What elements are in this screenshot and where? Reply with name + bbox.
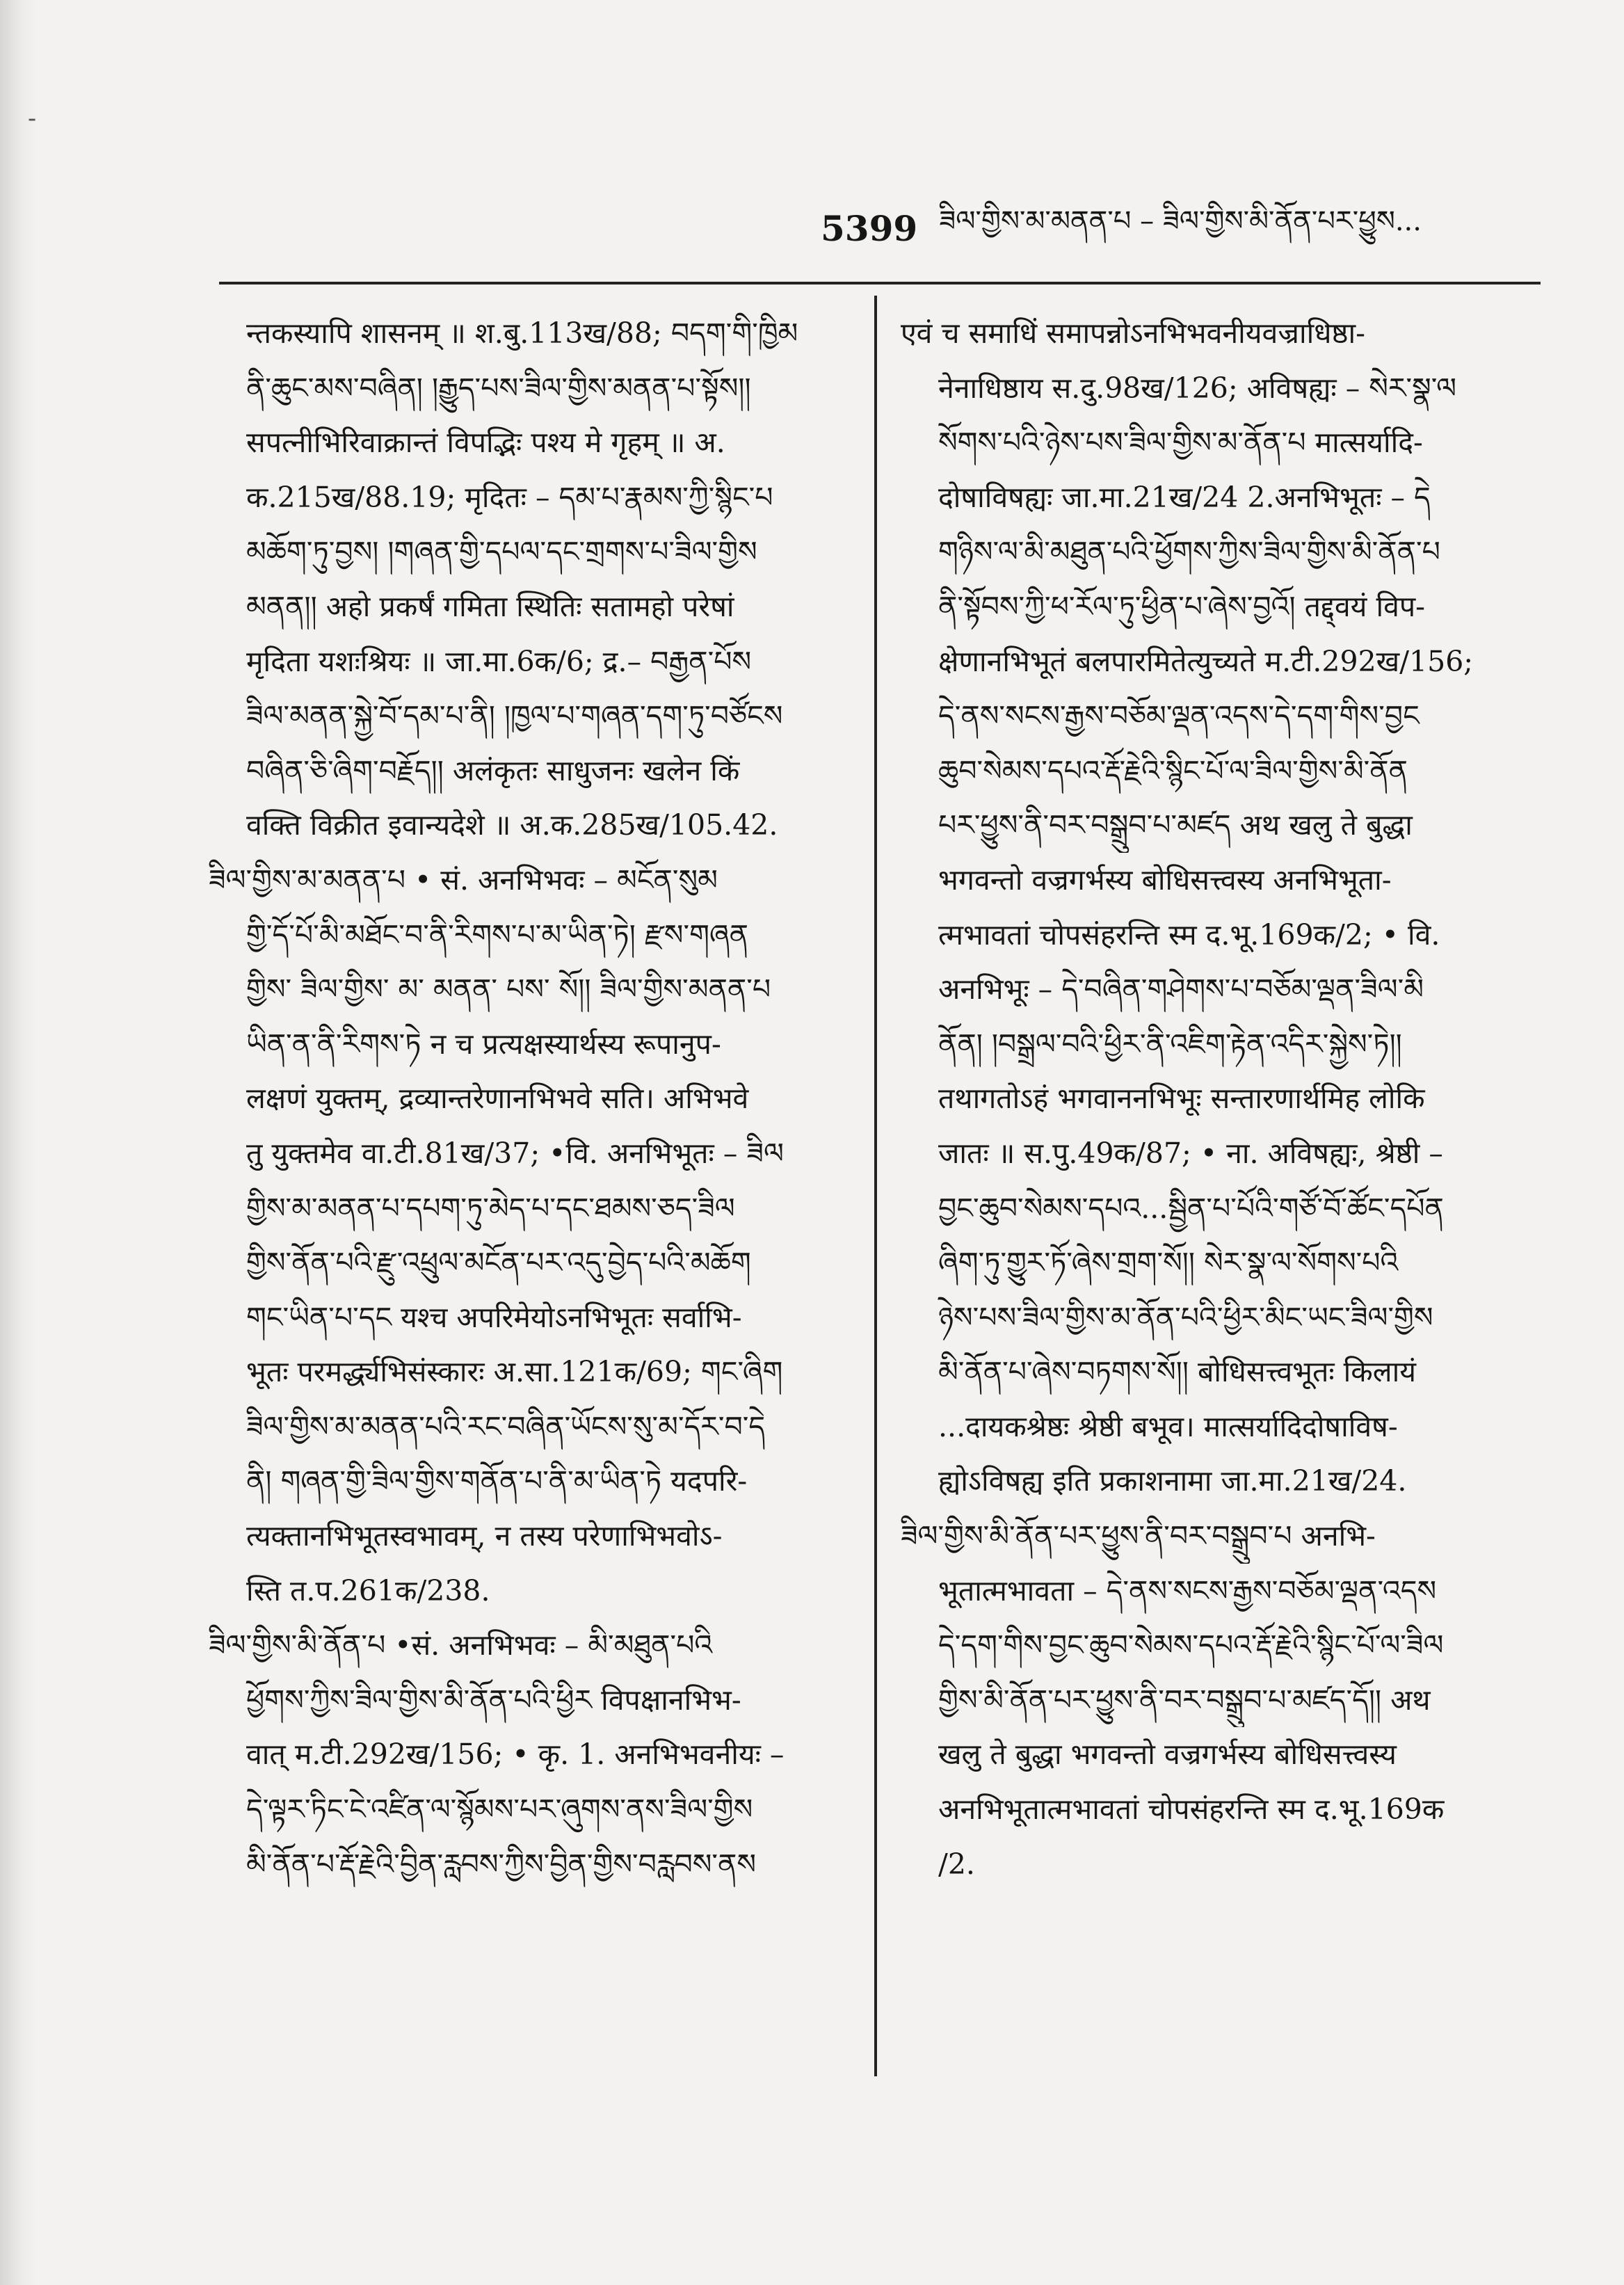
page-header [821, 189, 1544, 249]
text-line: གྱིས་མི་ནོན་པར་ཕྱུས་ནི་བར་བསྒྲུབ་པ་མཛད་དོ།། अथ [938, 1683, 1431, 1717]
text-line: མནན།། अहो प्रकर्षं गमिता स्थितिः सतामहो परेषां [246, 589, 734, 623]
text-line: གཉིས་ལ་མི་མཐུན་པའི་ཕྱོགས་ཀྱིས་ཟིལ་གྱིས་མི་ནོན་པ [938, 535, 1440, 569]
text-line: ཟིལ་གྱིས་མི་ནོན་པ •सं. अनभिभवः – མི་མཐུན་པའི [209, 1628, 713, 1662]
text-line: नेनाधिष्ठाय स.दु.98ख/126; अविषह्यः – སེར་སྣ་ལ [938, 371, 1457, 405]
text-line: གྱིས་ནོན་པའི་རྫུ་འཕྲུལ་མངོན་པར་འདུ་བྱེད་པའི་མཆོག [246, 1246, 751, 1280]
text-line: ནི་ཆུང་མས་བཞིན། །རྒྱུད་པས་ཟིལ་གྱིས་མནན་པ་སྟོས།། [246, 371, 751, 405]
text-line: भूतः परमर्द्ध्यभिसंस्कारः अ.सा.121क/69; གང་ཞིག [246, 1355, 783, 1389]
running-head: ཟིལ་གྱིས་མ་མནན་པ – ཟིལ་གྱིས་མི་ནོན་པར་ཕྱུས... [939, 205, 1422, 237]
text-line: भूतात्मभावता – དེ་ནས་སངས་རྒྱས་བཅོམ་ལྡན་འདས [938, 1573, 1437, 1607]
text-line: भगवन्तो वज्रगर्भस्य बोधिसत्त्वस्य अनभिभूता- [938, 863, 1392, 897]
text-line: གང་ཡིན་པ་དང यश्च अपरिमेयोऽनभिभूतः सर्वाभि- [246, 1300, 742, 1334]
text-line: ཉེས་པས་ཟིལ་གྱིས་མ་ནོན་པའི་ཕྱིར་མིང་ཡང་ཟིལ་གྱིས [938, 1300, 1433, 1334]
text-line: གྱི་དོ་པོ་མི་མཐོང་བ་ནི་རིགས་པ་མ་ཡིན་ཏེ། རྫས་གཞན [246, 917, 749, 952]
scan-binding-edge [0, 0, 38, 2285]
text-line: तु युक्तमेव वा.टी.81ख/37; •वि. अनभिभूतः – ཟིལ [246, 1136, 784, 1170]
text-line: लक्षणं युक्तम्, द्रव्यान्तरेणानभिभवे सति। अभिभवे [246, 1082, 749, 1116]
text-line: ཟིལ་མནན་སྐྱེ་བོ་དམ་པ་ནི། །ཁྱལ་པ་གཞན་དག་ཏུ་བཙོངས [246, 699, 783, 733]
text-line: དེ་ནས་སངས་རྒྱས་བཅོམ་ལྡན་འདས་དེ་དག་གིས་བྱང [938, 699, 1420, 733]
text-line: མི་ནོན་པ་རྡོ་རྗེའི་བྱིན་རླབས་ཀྱིས་བྱིན་གྱིས་བརླབས་ནས [246, 1847, 757, 1881]
text-line: तथागतोऽहं भगवाननभिभूः सन्तारणार्थमिह लोकि [938, 1082, 1425, 1116]
text-line: अनभिभूतात्मभावतां चोपसंहरन्ति स्म द.भू.169क [938, 1793, 1445, 1827]
text-line: जातः ॥ स.पु.49क/87; • ना. अविषह्यः, श्रेष्ठी – [938, 1136, 1443, 1170]
text-line: ནོན། །བསྒྲལ་བའི་ཕྱིར་ནི་འཇིག་རྟེན་འདིར་སྐྱེས་ཏེ།། [938, 1027, 1402, 1061]
text-line: པར་ཕྱུས་ནི་བར་བསྒྲུབ་པ་མཛད अथ खलु ते बुद्धा [938, 808, 1413, 842]
right-column [901, 306, 1527, 1891]
text-line: मृदिता यशःश्रियः ॥ जा.मा.6क/6; द्र.– བརྒྱན་པོས [246, 644, 752, 678]
text-line: ནི་སྟོབས་ཀྱི་ཕ་རོལ་ཏུ་ཕྱིན་པ་ཞེས་བྱའོ། तद्द्वयं विप- [938, 589, 1426, 623]
text-line: क.215ख/88.19; मृदितः – དམ་པ་རྣམས་ཀྱི་སྙིང་པ [246, 480, 773, 514]
text-line: དེ་ལྟར་ཏིང་ངེ་འཛིན་ལ་སྙོམས་པར་ཞུགས་ནས་ཟིལ་གྱིས [246, 1793, 753, 1827]
text-line: त्यक्तानभिभूतस्वभावम्, न तस्य परेणाभिभवोऽ- [246, 1519, 723, 1553]
text-line: ནི། གཞན་གྱི་ཟིལ་གྱིས་གནོན་པ་ནི་མ་ཡིན་ཏེ यदपरि- [246, 1464, 748, 1498]
left-column [209, 306, 849, 1891]
text-line: སོགས་པའི་ཉེས་པས་ཟིལ་གྱིས་མ་ནོན་པ मात्सर्यादि- [938, 426, 1423, 460]
text-line: वात् म.टी.292ख/156; • कृ. 1. अनभिभवनीयः – [246, 1738, 785, 1772]
text-line: दोषाविषह्यः जा.मा.21ख/24 2.अनभिभूतः – དེ [938, 480, 1431, 514]
text-line: त्मभावतां चोपसंहरन्ति स्म द.भू.169क/2; • वि. [938, 917, 1440, 952]
page-number: 5399 [821, 208, 918, 249]
text-line: ह्योऽविषह्य इति प्रकाशनामा जा.मा.21ख/24. [938, 1464, 1407, 1498]
text-line: ཡིན་ན་ནི་རིགས་ཏེ न च प्रत्यक्षस्यार्थस्य रूपानुप- [246, 1027, 721, 1061]
text-line: सपत्नीभिरिवाक्रान्तं विपद्भिः पश्य मे गृहम् ॥ अ. [246, 426, 725, 460]
text-line: ཆུབ་སེམས་དཔའ་རྡོ་རྗེའི་སྙིང་པོ་ལ་ཟིལ་གྱིས་མི་ནོན [938, 753, 1408, 787]
text-line: ཟིལ་གྱིས་མ་མནན་པའི་རང་བཞིན་ཡོངས་སུ་མ་དོར་བ་དེ [246, 1409, 766, 1443]
column-divider [874, 296, 877, 2076]
text-line: གྱིས་ ཟིལ་གྱིས་ མ་ མནན་ པས་ སོ།། ཟིལ་གྱིས་མནན་པ [246, 972, 771, 1007]
text-line: ཕྱོགས་ཀྱིས་ཟིལ་གྱིས་མི་ནོན་པའི་ཕྱིར विपक्षानभिभ- [246, 1683, 741, 1717]
text-line: མི་ནོན་པ་ཞེས་བཏགས་སོ།། बोधिसत्त्वभूतः किलायं [938, 1355, 1416, 1389]
text-line: न्तकस्यापि शासनम् ॥ श.बु.113ख/88; བདག་གི་ཁྱིམ [246, 316, 798, 350]
text-line: स्ति त.प.261क/238. [246, 1573, 490, 1607]
text-line: ཟིལ་གྱིས་མ་མནན་པ • सं. अनभिभवः – མངོན་སུམ [209, 863, 718, 897]
text-line: क्षेणानभिभूतं बलपारमितेत्युच्यते म.टी.292ख/156; [938, 644, 1474, 678]
text-line: བྱང་ཆུབ་སེམས་དཔའ...སྦྱིན་པ་པོའི་གཙོ་བོ་ཚོང་དཔོན [938, 1191, 1444, 1225]
text-line: གྱིས་མ་མནན་པ་དཔག་ཏུ་མེད་པ་དང་ཐམས་ཅད་ཟིལ [246, 1191, 735, 1225]
text-line: /2. [938, 1847, 975, 1881]
text-line: खलु ते बुद्धा भगवन्तो वज्रगर्भस्य बोधिसत्त्वस्य [938, 1738, 1397, 1772]
text-line: ...दायकश्रेष्ठः श्रेष्ठी बभूव। मात्सर्यादिदोषाविष- [938, 1409, 1398, 1443]
text-line: མཆོག་ཏུ་བྱས། །གཞན་གྱི་དཔལ་དང་གྲགས་པ་ཟིལ་གྱིས [246, 535, 757, 569]
text-line: ཟིལ་གྱིས་མི་ནོན་པར་ཕྱུས་ནི་བར་བསྒྲུབ་པ अनभि- [901, 1519, 1376, 1553]
scan-mark: - [28, 104, 37, 133]
text-line: अनभिभूः – དེ་བཞིན་གཤེགས་པ་བཅོམ་ལྡན་ཟིལ་མི [938, 972, 1424, 1007]
text-line: वक्ति विक्रीत इवान्यदेशे ॥ अ.क.285ख/105.42. [246, 808, 778, 842]
text-line: བཞིན་ཅི་ཞིག་བརྗོད།། अलंकृतः साधुजनः खलेन किं [246, 753, 740, 787]
header-rule [219, 282, 1541, 284]
text-line: एवं च समाधिं समापन्नोऽनभिभवनीयवज्राधिष्ठा- [901, 316, 1366, 350]
text-line: དེ་དག་གིས་བྱང་ཆུབ་སེམས་དཔའ་རྡོ་རྗེའི་སྙིང་པོ་ལ་ཟིལ [938, 1628, 1444, 1662]
text-line: ཞིག་ཏུ་གྱུར་ཏོ་ཞེས་གྲག་སོ།། སེར་སྣ་ལ་སོགས་པའི [938, 1246, 1399, 1280]
